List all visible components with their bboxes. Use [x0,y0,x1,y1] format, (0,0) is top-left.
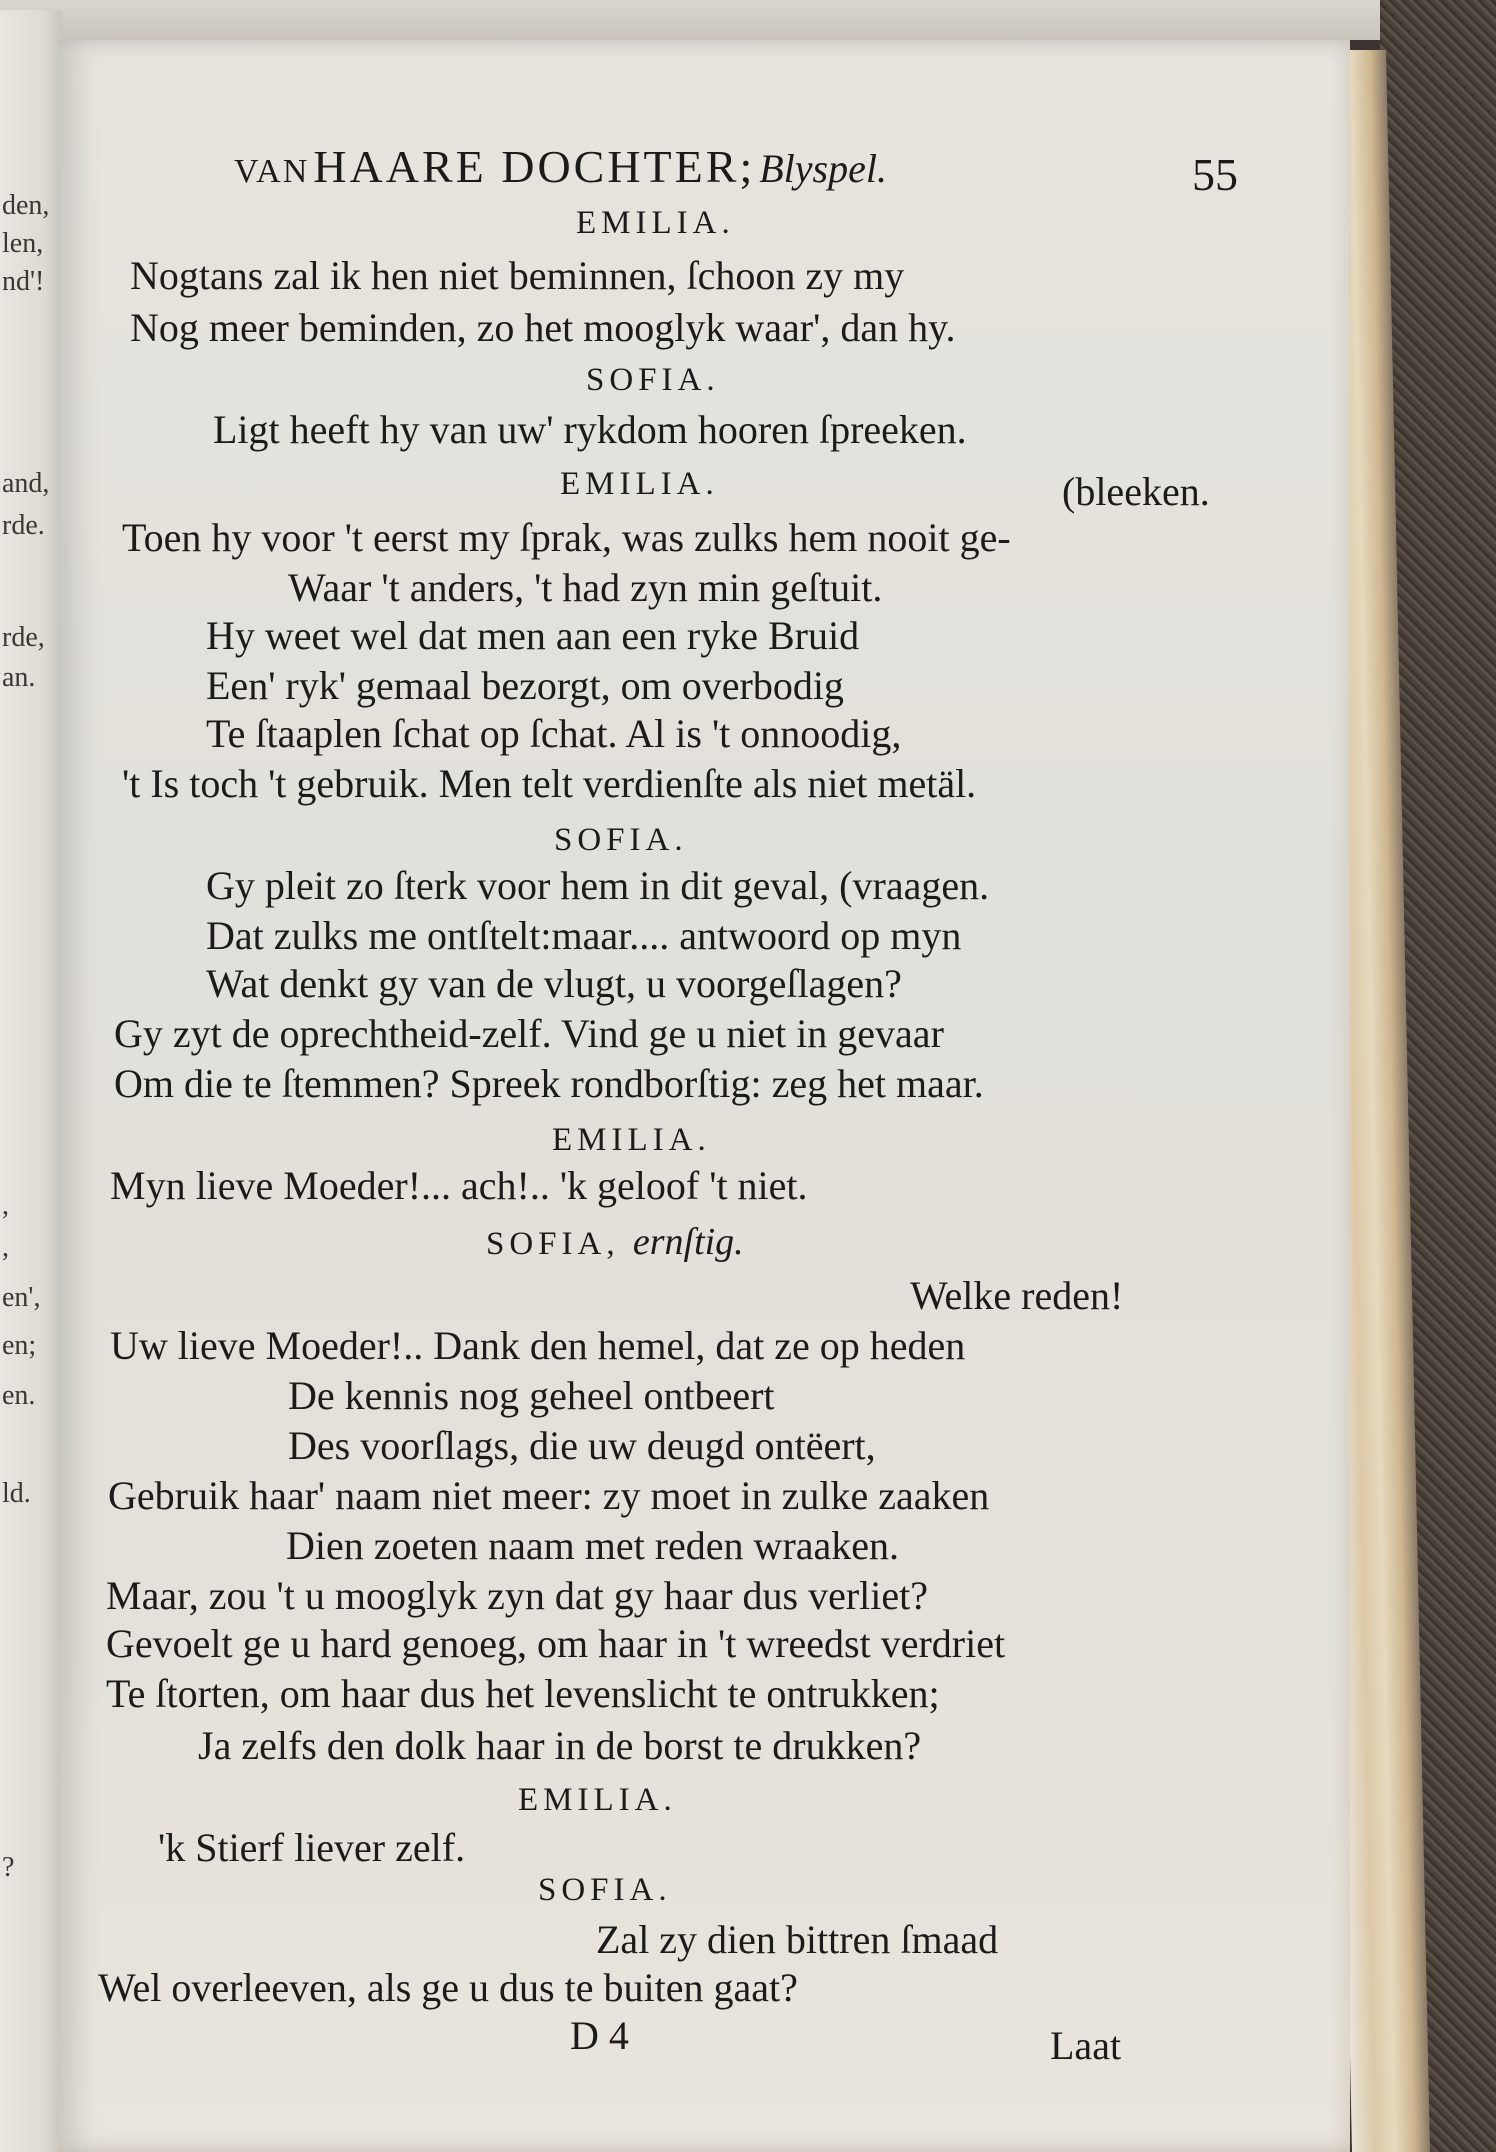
facing-page-fragment: en; [2,1330,37,1361]
speaker-label: EMILIA. [576,205,735,241]
verse-line: Om die te ſtemmen? Spreek rondborſtig: zeg het maar. [114,1061,984,1106]
catchword: Laat [1050,2023,1122,2068]
running-head-italic: Blyspel. [759,146,887,191]
verse-line: Gy pleit zo ſterk voor hem in dit geval, (vraagen. [206,863,990,908]
verse-line: Gy zyt de oprechtheid-zelf. Vind ge u niet in gevaar [114,1011,944,1056]
facing-page-fragment: an. [2,662,36,693]
facing-page-fragment: ld. [2,1478,31,1509]
facing-page-fragment: nd'! [2,266,45,297]
verse-line: Des voorſlags, die uw deugd ontëert, [288,1423,876,1468]
verse-line: Te ſtorten, om haar dus het levenslicht te ontrukken; [106,1671,940,1716]
verse-line: Gebruik haar' naam niet meer: zy moet in zulke zaaken [108,1473,990,1518]
verse-line: 't Is toch 't gebruik. Men telt verdienſte als niet metäl. [122,761,977,806]
verse-line: Een' ryk' gemaal bezorgt, om overbodig [206,663,844,708]
facing-page-fragment: , [2,1232,9,1263]
stage-direction: ernſtig. [632,1221,744,1263]
verse-line: Nogtans zal ik hen niet beminnen, ſchoon zy my [130,253,905,298]
verse-line: Zal zy dien bittren ſmaad [596,1917,999,1962]
signature-mark: D 4 [570,2013,629,2058]
verse-line: (bleeken. [1062,469,1210,514]
verse-line: Toen hy voor 't eerst my ſprak, was zulks hem nooit ge- [122,515,1011,560]
verse-line: Nog meer beminden, zo het mooglyk waar', dan hy. [130,305,956,350]
verse-line: De kennis nog geheel ontbeert [288,1373,775,1418]
facing-page-fragment: den, [2,190,50,221]
speaker-label: SOFIA. [586,362,720,398]
verse-line: Ja zelfs den dolk haar in de borst te drukken? [198,1723,922,1768]
speaker-label: EMILIA. [552,1122,711,1158]
verse-line: Hy weet wel dat men aan een ryke Bruid [206,613,860,658]
verse-line: Gevoelt ge u hard genoeg, om haar in 't wreedst verdriet [106,1621,1006,1666]
book-page [58,40,1350,2152]
verse-line: Ligt heeft hy van uw' rykdom hooren ſpreeken. [213,407,967,452]
verse-line: Dien zoeten naam met reden wraaken. [286,1523,900,1568]
speaker-name: SOFIA, [486,1226,620,1262]
facing-page-fragment: and, [2,468,50,499]
facing-page-fragment: len, [2,228,44,259]
verse-line: Welke reden! [910,1273,1124,1318]
verse-line: Myn lieve Moeder!... ach!.. 'k geloof 't niet. [110,1163,808,1208]
speaker-label: SOFIA. [554,822,688,858]
speaker-label: SOFIA. [538,1872,672,1908]
running-head-small: VAN [234,153,310,190]
facing-page-fragment: ? [2,1852,15,1883]
background-top [0,0,1496,40]
speaker-label [486,1220,744,1264]
verse-line: Wel overleeven, als ge u dus te buiten gaat? [98,1965,798,2010]
facing-page-fragment: en. [2,1380,36,1411]
facing-page-fragment: rde. [2,510,45,541]
verse-line: Te ſtaaplen ſchat op ſchat. Al is 't onnoodig, [206,711,902,756]
speaker-label: EMILIA. [560,466,719,502]
facing-page [0,10,62,2152]
verse-line: Wat denkt gy van de vlugt, u voorgeſlagen? [206,961,902,1006]
facing-page-fragment: en', [2,1282,41,1313]
page-number: 55 [1192,149,1238,200]
verse-line: Uw lieve Moeder!.. Dank den hemel, dat ze op heden [110,1323,966,1368]
running-head [234,140,887,193]
running-head-title: HAARE DOCHTER; [313,141,756,192]
facing-page-fragment: , [2,1190,9,1221]
facing-page-fragment: rde, [2,622,45,653]
speaker-label: EMILIA. [518,1782,677,1818]
verse-line: 'k Stierf liever zelf. [158,1825,466,1870]
verse-line: Dat zulks me ontſtelt:maar.... antwoord op myn [206,913,962,958]
verse-line: Maar, zou 't u mooglyk zyn dat gy haar dus verliet? [106,1573,929,1618]
verse-line: Waar 't anders, 't had zyn min geſtuit. [288,565,883,610]
